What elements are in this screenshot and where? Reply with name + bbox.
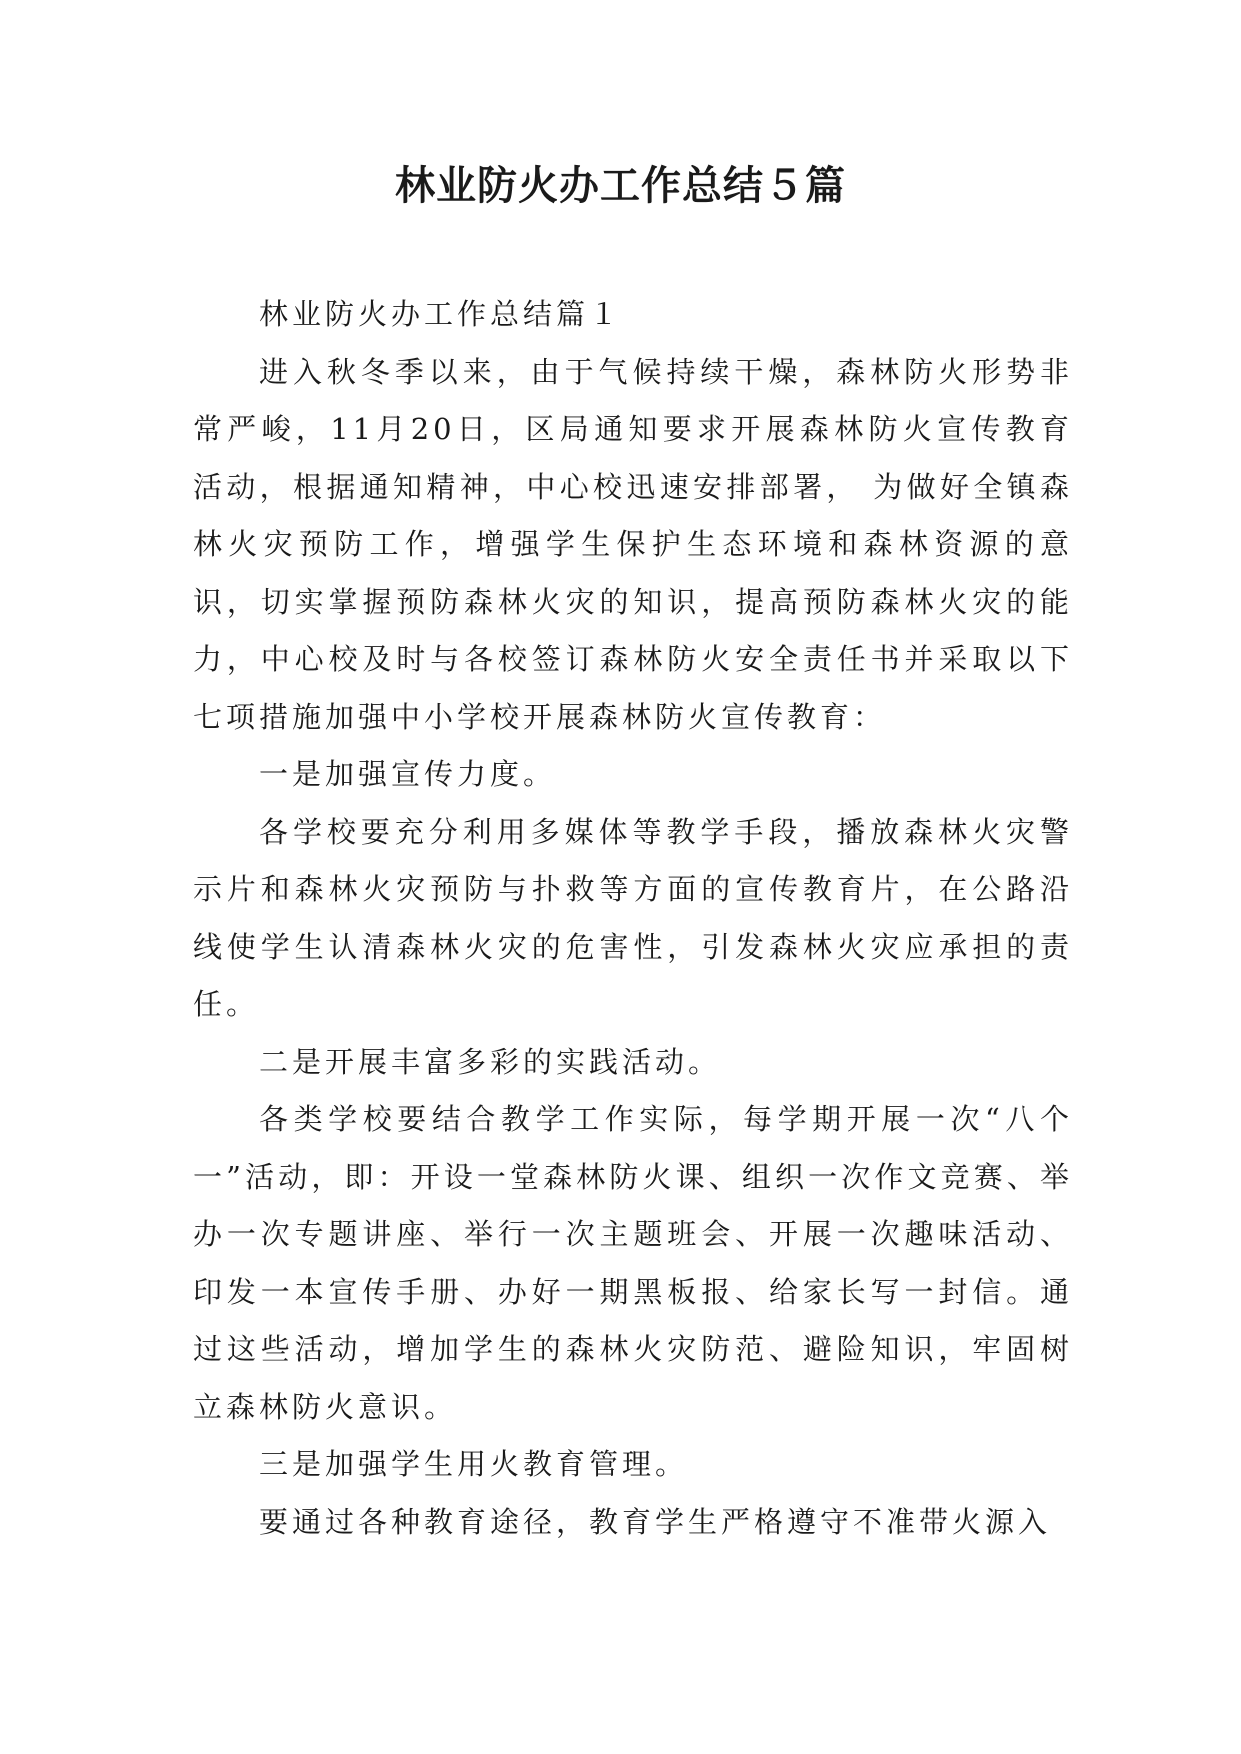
body-paragraph: 进入秋冬季以来，由于气候持续干燥，森林防火形势非常严峻，11月20日，区局通知要求开展森林防火宣传教育活动，根据通知精神，中心校迅速安排部署， 为做好全镇森林火灾预防工作，增强学生保护生态环境和森林资源的意识，切实掌握预防森林火灾的知识，提高预防森林火灾的能力，中心校及时与各校签订森林防火安全责任书并采取以下七项措施加强中小学校开展森林防火宣传教育： <box>193 354 1073 734</box>
body-paragraph: 各类学校要结合教学工作实际，每学期开展一次“八个一”活动，即：开设一堂森林防火课、组织一次作文竞赛、举办一次专题讲座、举行一次主题班会、开展一次趣味活动、印发一本宣传手册、办好一期黑板报、给家长写一封信。通过这些活动，增加学生的森林火灾防范、避险知识，牢固树立森林防火意识。 <box>193 1102 1073 1424</box>
measure-heading: 二是开展丰富多彩的实践活动。 <box>259 1044 722 1079</box>
document-body <box>193 286 1073 1551</box>
document-title: 林业防火办工作总结５篇 <box>395 163 846 209</box>
section-heading: 林业防火办工作总结篇１ <box>259 297 623 331</box>
body-paragraph: 要通过各种教育途径，教育学生严格遵守不准带火源入 <box>259 1504 1052 1539</box>
measure-heading: 三是加强学生用火教育管理。 <box>259 1447 689 1481</box>
body-paragraph: 各学校要充分利用多媒体等教学手段，播放森林火灾警示片和森林火灾预防与扑救等方面的宣传教育片，在公路沿线使学生认清森林火灾的危害性，引发森林火灾应承担的责任。 <box>193 814 1073 1021</box>
measure-heading: 一是加强宣传力度。 <box>259 757 557 791</box>
